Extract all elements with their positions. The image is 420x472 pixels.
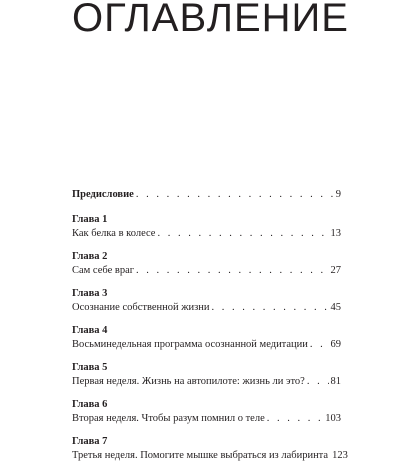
dot-leader bbox=[267, 412, 324, 426]
toc-line bbox=[72, 227, 341, 241]
page-number: 103 bbox=[325, 413, 341, 424]
page-number: 9 bbox=[335, 189, 341, 200]
toc-entry-chapter-5 bbox=[72, 361, 341, 389]
toc-line bbox=[72, 412, 341, 426]
dot-leader bbox=[136, 188, 334, 202]
table-of-contents bbox=[72, 188, 348, 472]
chapter-label: Глава 6 bbox=[72, 399, 108, 410]
chapter-title: Восьминедельная программа осознанной медитации bbox=[72, 339, 308, 350]
toc-entry-chapter-1 bbox=[72, 213, 341, 241]
chapter-title: Первая неделя. Жизнь на автопилоте: жизнь ли это? bbox=[72, 376, 305, 387]
chapter-label: Глава 5 bbox=[72, 362, 108, 373]
toc-entry-chapter-4 bbox=[72, 324, 341, 352]
page-number: 69 bbox=[330, 339, 341, 350]
preface-title: Предисловие bbox=[72, 189, 134, 200]
toc-line bbox=[72, 375, 341, 389]
dot-leader bbox=[307, 375, 329, 389]
toc-line bbox=[72, 301, 341, 315]
toc-entry-chapter-7 bbox=[72, 435, 348, 463]
page-number: 81 bbox=[330, 376, 341, 387]
toc-entry-preface bbox=[72, 188, 341, 202]
toc-line bbox=[72, 264, 341, 278]
dot-leader bbox=[136, 264, 328, 278]
toc-line bbox=[72, 449, 348, 463]
chapter-title: Третья неделя. Помогите мышке выбраться из лабиринта bbox=[72, 450, 329, 461]
toc-line bbox=[72, 338, 341, 352]
chapter-title: Осознание собственной жизни bbox=[72, 302, 210, 313]
page-number: 13 bbox=[330, 228, 341, 239]
page-number: 45 bbox=[330, 302, 341, 313]
toc-entry-chapter-2 bbox=[72, 250, 341, 278]
toc-entry-chapter-3 bbox=[72, 287, 341, 315]
page-number: 27 bbox=[330, 265, 341, 276]
chapter-label: Глава 3 bbox=[72, 288, 108, 299]
dot-leader bbox=[157, 227, 328, 241]
chapter-title: Как белка в колесе bbox=[72, 228, 156, 239]
page-number: 123 bbox=[332, 450, 348, 461]
chapter-title: Сам себе враг bbox=[72, 265, 135, 276]
chapter-label: Глава 4 bbox=[72, 325, 108, 336]
chapter-label: Глава 1 bbox=[72, 214, 108, 225]
chapter-title: Вторая неделя. Чтобы разум помнил о теле bbox=[72, 413, 265, 424]
page-title: ОГЛАВЛЕНИЕ bbox=[72, 0, 349, 40]
toc-line bbox=[72, 188, 341, 202]
dot-leader bbox=[310, 338, 329, 352]
chapter-label: Глава 7 bbox=[72, 436, 108, 447]
toc-entry-chapter-6 bbox=[72, 398, 341, 426]
chapter-label: Глава 2 bbox=[72, 251, 108, 262]
dot-leader bbox=[212, 301, 329, 315]
